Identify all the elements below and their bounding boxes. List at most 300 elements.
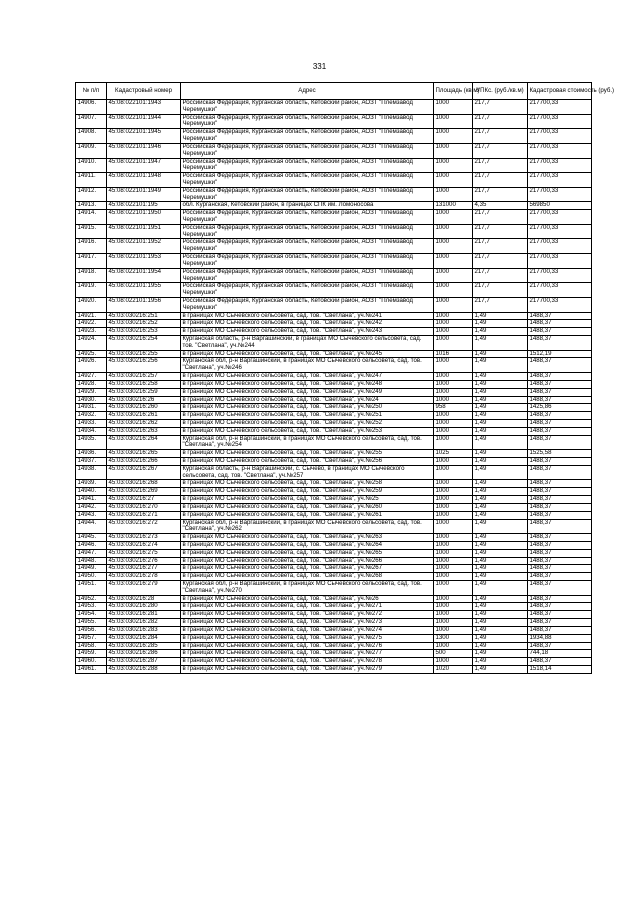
address: в границах МО Сычевского сельсовета, сад. тов. "Светлана", уч.№279: [181, 665, 434, 673]
cadastral-number: 45:08:022101:1944: [107, 114, 181, 129]
address: Российская Федерация, Курганская область, Кетовский район, АОЗТ "Племзавод Черемушки": [181, 254, 434, 269]
upks: 217,7: [473, 173, 528, 188]
address: Российская Федерация, Курганская область, Кетовский район, АОЗТ "Племзавод Черемушки": [181, 297, 434, 312]
cadastral-number: 45:03:030216:254: [107, 336, 181, 351]
area: 958: [434, 404, 473, 412]
address: в границах МО Сычевского сельсовета, сад. тов. "Светлана", уч.№264: [181, 541, 434, 549]
upks: 1,49: [473, 427, 528, 435]
address: в границах МО Сычевского сельсовета, сад. тов. "Светлана", уч.№265: [181, 549, 434, 557]
area: 1000: [434, 268, 473, 283]
cadastral-value: 1525,58: [528, 450, 592, 458]
cadastral-value: 1488,37: [528, 565, 592, 573]
cadastral-number: 45:03:030216:265: [107, 450, 181, 458]
upks: 1,49: [473, 373, 528, 381]
upks: 217,7: [473, 254, 528, 269]
cadastral-number: 45:03:030216:256: [107, 358, 181, 373]
cadastral-value: 744,18: [528, 650, 592, 658]
table-row: [76, 187, 592, 202]
cadastral-value: 1512,19: [528, 350, 592, 358]
cadastral-value: 1488,37: [528, 458, 592, 466]
cadastral-number: 45:03:030216:28: [107, 595, 181, 603]
table-row: [76, 283, 592, 298]
cadastral-number: 45:08:022101:1943: [107, 100, 181, 115]
upks: 1,49: [473, 435, 528, 450]
cadastral-value: 1488,37: [528, 320, 592, 328]
upks: 1,49: [473, 642, 528, 650]
cadastral-value: 1488,37: [528, 619, 592, 627]
cadastral-value: 217700,33: [528, 297, 592, 312]
cadastral-value: 569850: [528, 202, 592, 210]
area: 1000: [434, 254, 473, 269]
row-index: 14930.: [76, 396, 107, 404]
cadastral-number: 45:08:022101:195: [107, 202, 181, 210]
area: 1000: [434, 158, 473, 173]
header-index: № п/п: [76, 83, 107, 100]
cadastral-number: 45:03:030216:268: [107, 480, 181, 488]
area: 1000: [434, 496, 473, 504]
area: 1000: [434, 503, 473, 511]
cadastral-value: 1488,37: [528, 534, 592, 542]
cadastral-value: 1488,37: [528, 396, 592, 404]
upks: 217,7: [473, 158, 528, 173]
row-index: 14946.: [76, 541, 107, 549]
address: в границах МО Сычевского сельсовета, сад. тов. "Светлана", уч.№250: [181, 404, 434, 412]
cadastral-value: 1488,37: [528, 519, 592, 534]
cadastral-number: 45:08:022101:1954: [107, 268, 181, 283]
area: 1000: [434, 173, 473, 188]
cadastral-value: 1934,88: [528, 634, 592, 642]
area: 1000: [434, 511, 473, 519]
cadastral-value: 217700,33: [528, 210, 592, 225]
address: в границах МО Сычевского сельсовета, сад. тов. "Светлана", уч.№242: [181, 320, 434, 328]
area: 1000: [434, 565, 473, 573]
address: в границах МО Сычевского сельсовета, сад. тов. "Светлана", уч.№278: [181, 658, 434, 666]
row-index: 14935.: [76, 435, 107, 450]
table-row: [76, 129, 592, 144]
cadastral-value: 1488,37: [528, 388, 592, 396]
cadastral-number: 45:03:030216:273: [107, 534, 181, 542]
area: 131000: [434, 202, 473, 210]
row-index: 14908.: [76, 129, 107, 144]
area: 1016: [434, 350, 473, 358]
row-index: 14951.: [76, 581, 107, 596]
upks: 217,7: [473, 239, 528, 254]
address: в границах МО Сычевского сельсовета, сад. тов. "Светлана", уч.№261: [181, 511, 434, 519]
upks: 1,49: [473, 511, 528, 519]
cadastral-number: 45:08:022101:1952: [107, 239, 181, 254]
row-index: 14948.: [76, 557, 107, 565]
header-cadastral-value: Кадастровая стоимость (руб.): [528, 83, 592, 100]
cadastral-value: 1488,37: [528, 373, 592, 381]
cadastral-table: [75, 82, 615, 674]
address: в границах МО Сычевского сельсовета, сад. тов. "Светлана", уч.№272: [181, 611, 434, 619]
cadastral-value: 217700,33: [528, 100, 592, 115]
upks: 1,49: [473, 312, 528, 320]
cadastral-number: 45:03:030216:253: [107, 328, 181, 336]
area: 1000: [434, 458, 473, 466]
header-cadastral-number: Кадастровый номер: [107, 83, 181, 100]
cadastral-value: 1488,37: [528, 541, 592, 549]
area: 1020: [434, 665, 473, 673]
table-row: [76, 427, 592, 435]
row-index: 14907.: [76, 114, 107, 129]
address: в границах МО Сычевского сельсовета, сад. тов. "Светлана", уч.№273: [181, 619, 434, 627]
area: 1000: [434, 549, 473, 557]
row-index: 14915.: [76, 224, 107, 239]
upks: 217,7: [473, 268, 528, 283]
row-index: 14939.: [76, 480, 107, 488]
table-row: [76, 336, 592, 351]
area: 1000: [434, 129, 473, 144]
address: в границах МО Сычевского сельсовета, сад. тов. "Светлана", уч.№248: [181, 380, 434, 388]
cadastral-number: 45:03:030216:270: [107, 503, 181, 511]
row-index: 14952.: [76, 595, 107, 603]
row-index: 14942.: [76, 503, 107, 511]
area: 1000: [434, 336, 473, 351]
row-index: 14917.: [76, 254, 107, 269]
cadastral-value: 217700,33: [528, 283, 592, 298]
cadastral-value: 217700,33: [528, 143, 592, 158]
table-row: [76, 435, 592, 450]
upks: 217,7: [473, 114, 528, 129]
upks: 1,49: [473, 549, 528, 557]
upks: 1,49: [473, 336, 528, 351]
row-index: 14937.: [76, 458, 107, 466]
area: 1000: [434, 626, 473, 634]
table-row: [76, 224, 592, 239]
table-row: [76, 173, 592, 188]
address: в границах МО Сычевского сельсовета, сад. тов. "Светлана", уч.№268: [181, 573, 434, 581]
row-index: 14947.: [76, 549, 107, 557]
cadastral-value: 217700,33: [528, 239, 592, 254]
row-index: 14945.: [76, 534, 107, 542]
row-index: 14955.: [76, 619, 107, 627]
upks: 1,49: [473, 534, 528, 542]
cadastral-number: 45:03:030216:286: [107, 650, 181, 658]
area: 1000: [434, 480, 473, 488]
address: в границах МО Сычевского сельсовета, сад. тов. "Светлана", уч.№241: [181, 312, 434, 320]
row-index: 14911.: [76, 173, 107, 188]
table-row: [76, 114, 592, 129]
address: Российская Федерация, Курганская область, Кетовский район, АОЗТ "Племзавод Черемушки": [181, 143, 434, 158]
upks: 1,49: [473, 496, 528, 504]
area: 1000: [434, 642, 473, 650]
cadastral-number: 45:08:022101:1949: [107, 187, 181, 202]
cadastral-value: 217700,33: [528, 158, 592, 173]
address: в границах МО Сычевского сельсовета, сад. тов. "Светлана", уч.№252: [181, 419, 434, 427]
table-row: [76, 268, 592, 283]
cadastral-value: 217700,33: [528, 173, 592, 188]
address: Российская Федерация, Курганская область, Кетовский район, АОЗТ "Племзавод Черемушки": [181, 173, 434, 188]
cadastral-number: 45:03:030216:284: [107, 634, 181, 642]
cadastral-number: 45:08:022101:1947: [107, 158, 181, 173]
cadastral-number: 45:03:030216:277: [107, 565, 181, 573]
cadastral-value: 1488,37: [528, 480, 592, 488]
area: 1300: [434, 634, 473, 642]
address: в границах МО Сычевского сельсовета, сад. тов. "Светлана", уч.№24: [181, 396, 434, 404]
cadastral-number: 45:03:030216:255: [107, 350, 181, 358]
address: в границах МО Сычевского сельсовета, сад. тов. "Светлана", уч.№256: [181, 458, 434, 466]
row-index: 14956.: [76, 626, 107, 634]
area: 1000: [434, 435, 473, 450]
address: Российская Федерация, Курганская область, Кетовский район, АОЗТ "Племзавод Черемушки": [181, 100, 434, 115]
cadastral-number: 45:03:030216:27: [107, 496, 181, 504]
table-body: [76, 100, 592, 674]
row-index: 14922.: [76, 320, 107, 328]
upks: 1,49: [473, 519, 528, 534]
area: 1000: [434, 534, 473, 542]
row-index: 14926.: [76, 358, 107, 373]
upks: 1,49: [473, 650, 528, 658]
upks: 217,7: [473, 283, 528, 298]
cadastral-number: 45:03:030216:251: [107, 312, 181, 320]
area: 1000: [434, 427, 473, 435]
cadastral-value: 1488,37: [528, 435, 592, 450]
row-index: 14941.: [76, 496, 107, 504]
row-index: 14931.: [76, 404, 107, 412]
upks: 217,7: [473, 224, 528, 239]
row-index: 14960.: [76, 658, 107, 666]
cadastral-value: 1488,37: [528, 312, 592, 320]
area: 1000: [434, 388, 473, 396]
row-index: 14933.: [76, 419, 107, 427]
area: 1000: [434, 187, 473, 202]
cadastral-value: 1488,37: [528, 336, 592, 351]
cadastral-number: 45:03:030216:274: [107, 541, 181, 549]
area: 1000: [434, 143, 473, 158]
cadastral-value: 1425,86: [528, 404, 592, 412]
address: в границах МО Сычевского сельсовета, сад. тов. "Светлана", уч.№277: [181, 650, 434, 658]
address: Российская Федерация, Курганская область, Кетовский район, АОЗТ "Племзавод Черемушки": [181, 187, 434, 202]
cadastral-value: 1488,37: [528, 573, 592, 581]
table-row: [76, 297, 592, 312]
cadastral-value: 1488,37: [528, 358, 592, 373]
row-index: 14906.: [76, 100, 107, 115]
header-upks: УПКс. (руб./кв.м): [473, 83, 528, 100]
row-index: 14921.: [76, 312, 107, 320]
table-row: [76, 665, 592, 673]
cadastral-number: 45:08:022101:1945: [107, 129, 181, 144]
cadastral-value: 1488,37: [528, 427, 592, 435]
row-index: 14912.: [76, 187, 107, 202]
area: 1000: [434, 541, 473, 549]
upks: 1,49: [473, 611, 528, 619]
table-row: [76, 158, 592, 173]
upks: 217,7: [473, 187, 528, 202]
cadastral-value: 1488,37: [528, 465, 592, 480]
upks: 1,49: [473, 658, 528, 666]
row-index: 14944.: [76, 519, 107, 534]
address: в границах МО Сычевского сельсовета, сад. тов. "Светлана", уч.№271: [181, 603, 434, 611]
cadastral-number: 45:03:030216:281: [107, 611, 181, 619]
cadastral-number: 45:03:030216:288: [107, 665, 181, 673]
cadastral-value: 1488,37: [528, 412, 592, 420]
upks: 1,49: [473, 595, 528, 603]
address: Российская Федерация, Курганская область, Кетовский район, АОЗТ "Племзавод Черемушки": [181, 239, 434, 254]
cadastral-number: 45:08:022101:1951: [107, 224, 181, 239]
cadastral-number: 45:03:030216:267: [107, 465, 181, 480]
row-index: 14909.: [76, 143, 107, 158]
address: в границах МО Сычевского сельсовета, сад. тов. "Светлана", уч.№26: [181, 595, 434, 603]
row-index: 14920.: [76, 297, 107, 312]
upks: 1,49: [473, 358, 528, 373]
row-index: 14950.: [76, 573, 107, 581]
area: 1000: [434, 519, 473, 534]
upks: 1,49: [473, 581, 528, 596]
area: 1000: [434, 312, 473, 320]
table-row: [76, 388, 592, 396]
area: 1000: [434, 658, 473, 666]
upks: 1,49: [473, 350, 528, 358]
address: в границах МО Сычевского сельсовета, сад. тов. "Светлана", уч.№245: [181, 350, 434, 358]
table-row: [76, 634, 592, 642]
cadastral-number: 45:03:030216:287: [107, 658, 181, 666]
row-index: 14927.: [76, 373, 107, 381]
area: 1000: [434, 210, 473, 225]
cadastral-value: 1488,37: [528, 658, 592, 666]
row-index: 14914.: [76, 210, 107, 225]
upks: 1,49: [473, 573, 528, 581]
row-index: 14943.: [76, 511, 107, 519]
address: в границах МО Сычевского сельсовета, сад. тов. "Светлана", уч.№253: [181, 427, 434, 435]
cadastral-number: 45:03:030216:262: [107, 419, 181, 427]
cadastral-value: 217700,33: [528, 268, 592, 283]
row-index: 14932.: [76, 412, 107, 420]
address: Российская Федерация, Курганская область, Кетовский район, АОЗТ "Племзавод Черемушки": [181, 158, 434, 173]
row-index: 14954.: [76, 611, 107, 619]
area: 1000: [434, 611, 473, 619]
address: Российская Федерация, Курганская область, Кетовский район, АОЗТ "Племзавод Черемушки": [181, 224, 434, 239]
address: в границах МО Сычевского сельсовета, сад. тов. "Светлана", уч.№258: [181, 480, 434, 488]
cadastral-value: 1488,37: [528, 549, 592, 557]
area: 1000: [434, 358, 473, 373]
address: в границах МО Сычевского сельсовета, сад. тов. "Светлана", уч.№251: [181, 412, 434, 420]
cadastral-number: 45:08:022101:1948: [107, 173, 181, 188]
cadastral-number: 45:08:022101:1953: [107, 254, 181, 269]
cadastral-number: 45:03:030216:252: [107, 320, 181, 328]
cadastral-number: 45:03:030216:285: [107, 642, 181, 650]
upks: 1,49: [473, 634, 528, 642]
address: в границах МО Сычевского сельсовета, сад. тов. "Светлана", уч.№247: [181, 373, 434, 381]
table-row: [76, 511, 592, 519]
upks: 217,7: [473, 129, 528, 144]
address: Российская Федерация, Курганская область, Кетовский район, АОЗТ "Племзавод Черемушки": [181, 114, 434, 129]
upks: 217,7: [473, 297, 528, 312]
upks: 1,49: [473, 419, 528, 427]
address: обл. Курганская, Кетовский район, в границах СПК им. Ломоносова: [181, 202, 434, 210]
area: 1000: [434, 320, 473, 328]
table-row: [76, 581, 592, 596]
table-row: [76, 519, 592, 534]
upks: 1,49: [473, 458, 528, 466]
cadastral-number: 45:03:030216:283: [107, 626, 181, 634]
cadastral-value: 1488,37: [528, 581, 592, 596]
upks: 1,49: [473, 565, 528, 573]
cadastral-number: 45:03:030216:276: [107, 557, 181, 565]
cadastral-number: 45:03:030216:261: [107, 412, 181, 420]
table-row: [76, 210, 592, 225]
area: 1000: [434, 419, 473, 427]
area: 500: [434, 650, 473, 658]
cadastral-value: 1488,37: [528, 488, 592, 496]
upks: 1,49: [473, 665, 528, 673]
row-index: 14936.: [76, 450, 107, 458]
area: 1000: [434, 573, 473, 581]
table-row: [76, 465, 592, 480]
cadastral-number: 45:03:030216:275: [107, 549, 181, 557]
cadastral-value: 1488,37: [528, 511, 592, 519]
upks: 1,49: [473, 626, 528, 634]
address: в границах МО Сычевского сельсовета, сад. тов. "Светлана", уч.№267: [181, 565, 434, 573]
row-index: 14940.: [76, 488, 107, 496]
upks: 4,35: [473, 202, 528, 210]
cadastral-value: 217700,33: [528, 114, 592, 129]
cadastral-number: 45:03:030216:271: [107, 511, 181, 519]
cadastral-value: 1488,37: [528, 380, 592, 388]
address: Курганская область, р-н Варгашинский, в границах МО Сычевского сельсовета, сад. тов. "Светлана", уч.№244: [181, 336, 434, 351]
address: Российская Федерация, Курганская область, Кетовский район, АОЗТ "Племзавод Черемушки": [181, 210, 434, 225]
upks: 217,7: [473, 143, 528, 158]
cadastral-value: 217700,33: [528, 187, 592, 202]
row-index: 14959.: [76, 650, 107, 658]
cadastral-value: 1488,37: [528, 557, 592, 565]
area: 1000: [434, 396, 473, 404]
address: Российская Федерация, Курганская область, Кетовский район, АОЗТ "Племзавод Черемушки": [181, 268, 434, 283]
area: 1000: [434, 488, 473, 496]
row-index: 14958.: [76, 642, 107, 650]
cadastral-value: 1488,37: [528, 611, 592, 619]
address: Российская Федерация, Курганская область, Кетовский район, АОЗТ "Племзавод Черемушки": [181, 283, 434, 298]
upks: 1,49: [473, 541, 528, 549]
row-index: 14918.: [76, 268, 107, 283]
row-index: 14925.: [76, 350, 107, 358]
cadastral-number: 45:08:022101:1955: [107, 283, 181, 298]
area: 1000: [434, 224, 473, 239]
row-index: 14938.: [76, 465, 107, 480]
address: в границах МО Сычевского сельсовета, сад. тов. "Светлана", уч.№274: [181, 626, 434, 634]
cadastral-value: 1488,37: [528, 503, 592, 511]
header-area: Площадь (кв.м): [434, 83, 473, 100]
cadastral-value: 1518,14: [528, 665, 592, 673]
address: Курганская обл, р-н Варгашинский, в границах МО Сычевского сельсовета, сад. тов. "Светлана", уч.№270: [181, 581, 434, 596]
area: 1000: [434, 297, 473, 312]
area: 1000: [434, 114, 473, 129]
row-index: 14924.: [76, 336, 107, 351]
address: в границах МО Сычевского сельсовета, сад. тов. "Светлана", уч.№260: [181, 503, 434, 511]
table-header-row: [76, 83, 592, 100]
cadastral-number: 45:08:022101:1946: [107, 143, 181, 158]
cadastral-value: 217700,33: [528, 129, 592, 144]
cadastral-number: 45:03:030216:266: [107, 458, 181, 466]
area: 1000: [434, 328, 473, 336]
area: 1000: [434, 595, 473, 603]
upks: 1,49: [473, 557, 528, 565]
address: в границах МО Сычевского сельсовета, сад. тов. "Светлана", уч.№25: [181, 496, 434, 504]
address: в границах МО Сычевского сельсовета, сад. тов. "Светлана", уч.№275: [181, 634, 434, 642]
upks: 217,7: [473, 100, 528, 115]
row-index: 14913.: [76, 202, 107, 210]
area: 1000: [434, 373, 473, 381]
cadastral-number: 45:03:030216:264: [107, 435, 181, 450]
row-index: 14916.: [76, 239, 107, 254]
cadastral-number: 45:03:030216:279: [107, 581, 181, 596]
address: в границах МО Сычевского сельсовета, сад. тов. "Светлана", уч.№255: [181, 450, 434, 458]
area: 1000: [434, 100, 473, 115]
upks: 217,7: [473, 210, 528, 225]
row-index: 14928.: [76, 380, 107, 388]
address: в границах МО Сычевского сельсовета, сад. тов. "Светлана", уч.№266: [181, 557, 434, 565]
table-row: [76, 239, 592, 254]
